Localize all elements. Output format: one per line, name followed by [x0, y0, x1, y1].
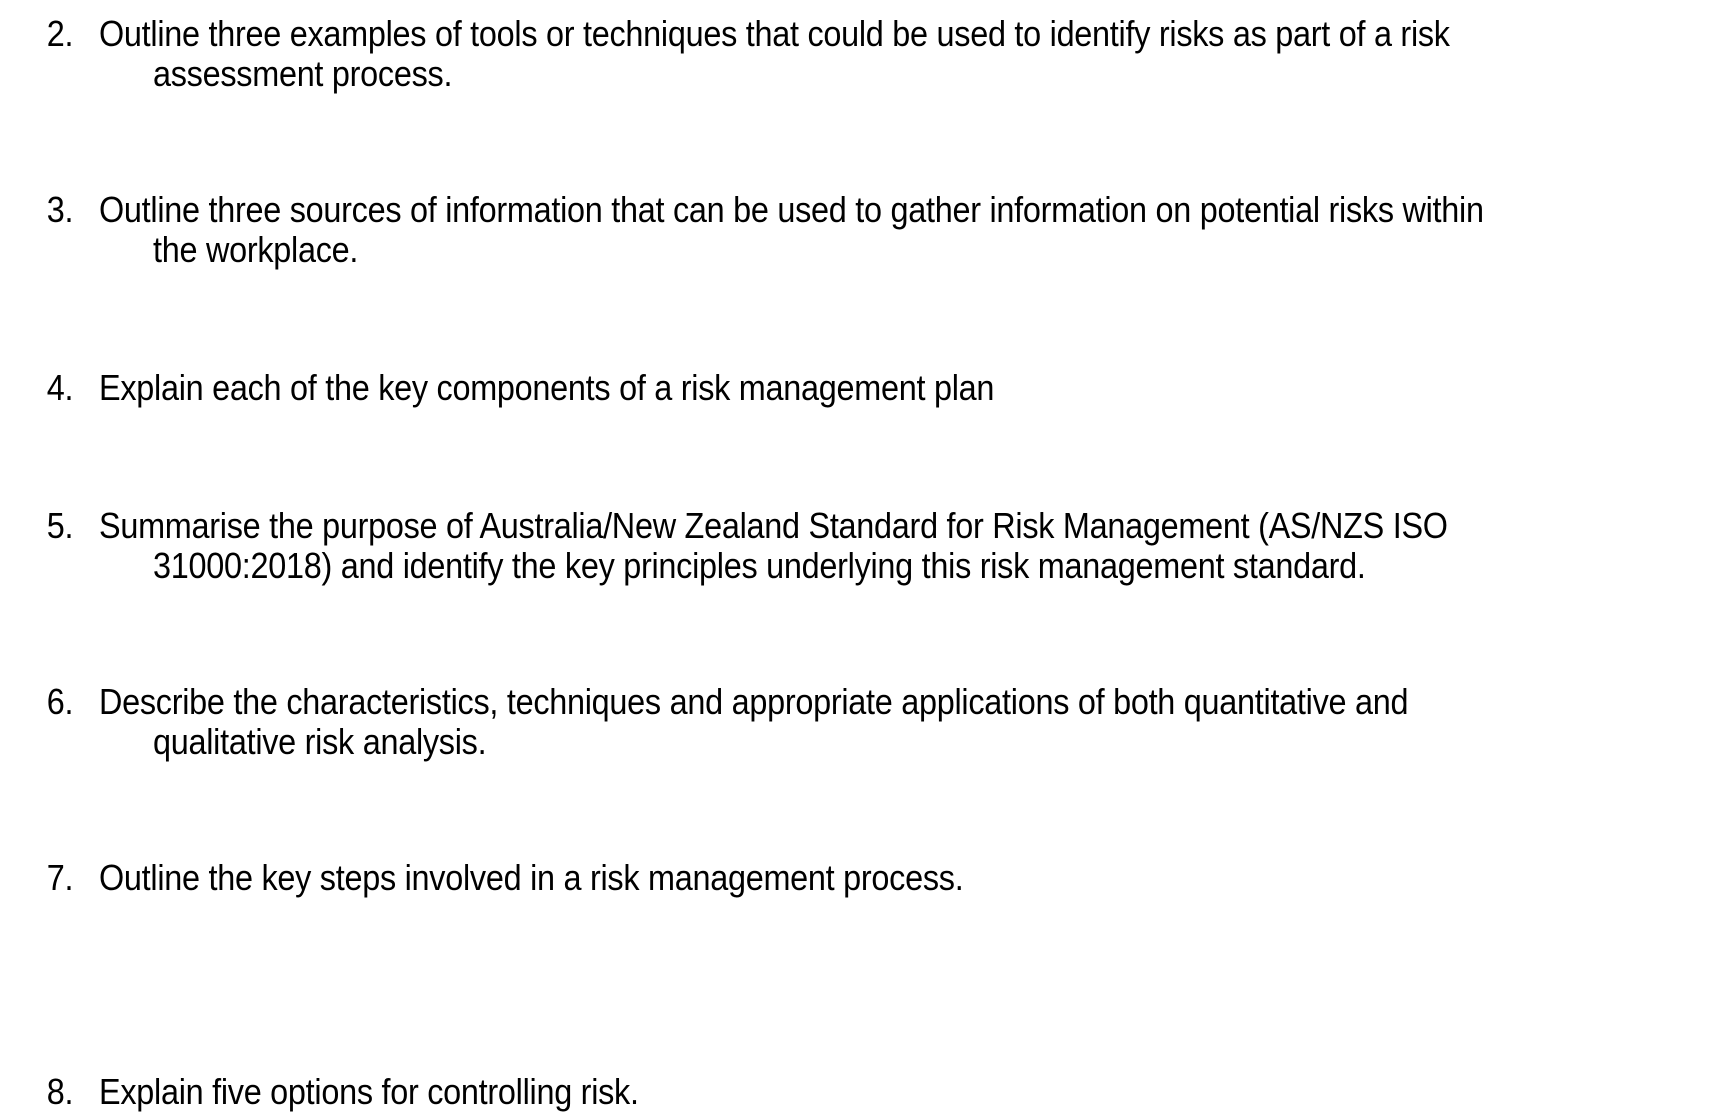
question-text-line-2: qualitative risk analysis.	[153, 721, 487, 762]
question-number: 7.	[46, 857, 74, 898]
question-text-line-2: 31000:2018) and identify the key principles underlying this risk management standard.	[153, 545, 1366, 586]
question-number: 5.	[46, 505, 74, 546]
question-text-line-1: Outline three examples of tools or techniques that could be used to identify risks as part of a risk	[99, 13, 1450, 54]
question-number: 6.	[46, 681, 74, 722]
question-text-line-1: Outline three sources of information that can be used to gather information on potential risks within	[99, 189, 1484, 230]
question-text-line-1: Explain five options for controlling risk.	[99, 1071, 639, 1112]
question-text-line-2: assessment process.	[153, 53, 453, 94]
question-text-line-1: Describe the characteristics, techniques and appropriate applications of both quantitative and	[99, 681, 1409, 722]
question-text-line-1: Summarise the purpose of Australia/New Zealand Standard for Risk Management (AS/NZS ISO	[99, 505, 1448, 546]
question-text-line-1: Explain each of the key components of a risk management plan	[99, 367, 995, 408]
question-text-line-1: Outline the key steps involved in a risk management process.	[99, 857, 964, 898]
question-number: 3.	[46, 189, 74, 230]
question-number: 8.	[46, 1071, 74, 1112]
question-text-line-2: the workplace.	[153, 229, 359, 270]
question-number: 4.	[46, 367, 74, 408]
question-number: 2.	[46, 13, 74, 54]
